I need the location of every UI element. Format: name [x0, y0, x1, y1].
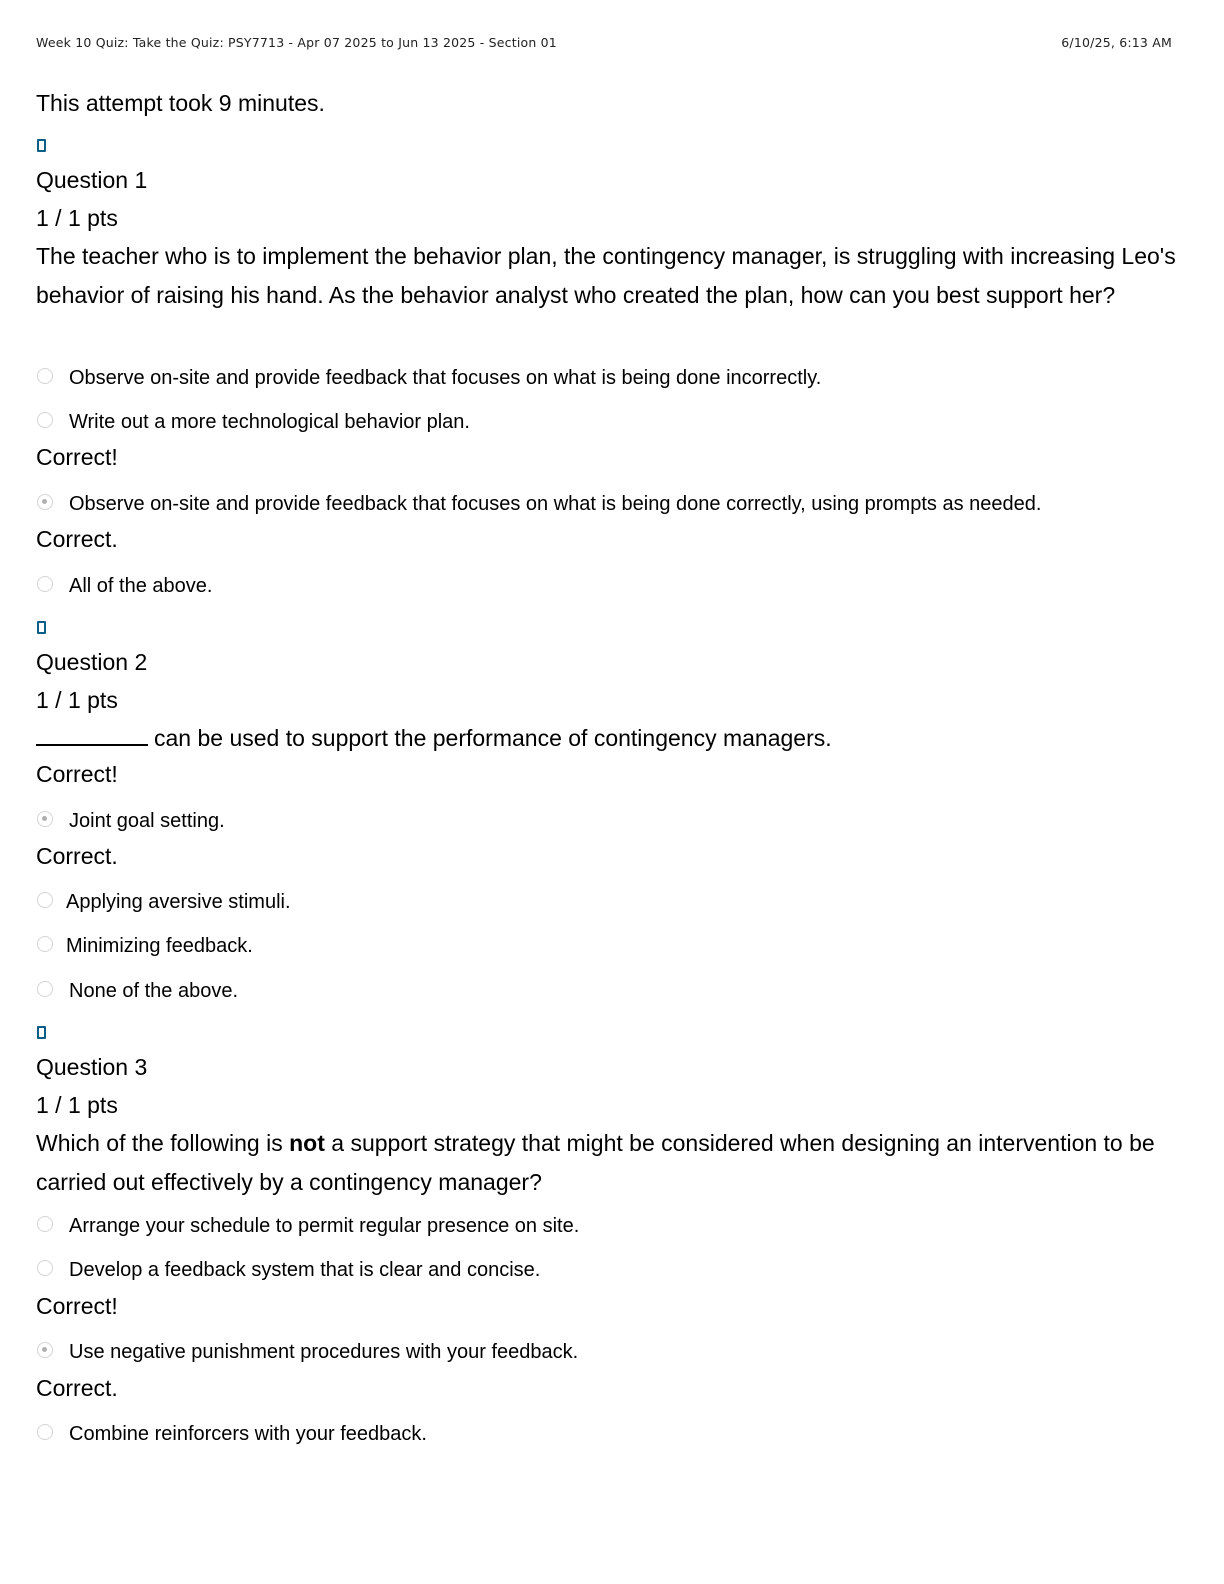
question-2-points: 1 / 1 pts — [36, 687, 118, 713]
fill-in-blank — [36, 728, 148, 746]
page-header-datetime: 6/10/25, 6:13 AM — [1061, 35, 1172, 50]
correct-answer-marker: Correct! — [36, 761, 118, 787]
correct-answer-marker: Correct! — [36, 1293, 118, 1319]
question-1-text: The teacher who is to implement the behavior plan, the contingency manager, is struggling with increasing Leo's behavior of raising his hand. As the behavior analyst who created the plan, how can you best support her? — [36, 243, 1176, 308]
flag-question-icon[interactable] — [37, 621, 46, 634]
question-3-text: Which of the following is not a support strategy that might be considered when designing an intervention to be carried out effectively by a contingency manager? — [36, 1130, 1155, 1195]
answer-radio[interactable] — [37, 1216, 53, 1232]
answer-label: Arrange your schedule to permit regular presence on site. — [69, 1215, 580, 1237]
answer-radio[interactable] — [37, 368, 53, 384]
answer-radio-selected[interactable] — [37, 1342, 53, 1358]
answer-label: Write out a more technological behavior plan. — [69, 411, 470, 433]
question-2-title: Question 2 — [36, 649, 148, 675]
answer-label: Develop a feedback system that is clear and concise. — [69, 1259, 541, 1281]
question-3-points: 1 / 1 pts — [36, 1092, 118, 1118]
answer-radio[interactable] — [37, 981, 53, 997]
answer-radio-selected[interactable] — [37, 494, 53, 510]
question-2-text: can be used to support the performance of contingency managers. — [36, 719, 832, 757]
answer-radio[interactable] — [37, 576, 53, 592]
question-3-title: Question 3 — [36, 1054, 148, 1080]
answer-label: Applying aversive stimuli. — [66, 891, 291, 913]
answer-label: Observe on-site and provide feedback that focuses on what is being done correctly, using prompts as needed. — [69, 493, 1042, 515]
answer-radio[interactable] — [37, 1260, 53, 1276]
flag-question-icon[interactable] — [37, 139, 46, 152]
answer-radio[interactable] — [37, 892, 53, 908]
attempt-duration-text: This attempt took 9 minutes. — [36, 90, 325, 116]
answer-radio-selected[interactable] — [37, 811, 53, 827]
flag-question-icon[interactable] — [37, 1026, 46, 1039]
answer-label: Use negative punishment procedures with your feedback. — [69, 1341, 579, 1363]
answer-feedback: Correct. — [36, 526, 118, 552]
answer-radio[interactable] — [37, 1424, 53, 1440]
answer-radio[interactable] — [37, 412, 53, 428]
answer-label: Observe on-site and provide feedback that focuses on what is being done incorrectly. — [69, 367, 822, 389]
answer-label: Joint goal setting. — [69, 810, 225, 832]
correct-answer-marker: Correct! — [36, 444, 118, 470]
answer-label: Minimizing feedback. — [66, 935, 253, 957]
answer-label: All of the above. — [69, 575, 213, 597]
answer-radio[interactable] — [37, 936, 53, 952]
answer-feedback: Correct. — [36, 843, 118, 869]
answer-label: Combine reinforcers with your feedback. — [69, 1423, 427, 1445]
answer-label: None of the above. — [69, 980, 239, 1002]
answer-feedback: Correct. — [36, 1375, 118, 1401]
question-1-points: 1 / 1 pts — [36, 205, 118, 231]
question-1-title: Question 1 — [36, 167, 148, 193]
page-header-title: Week 10 Quiz: Take the Quiz: PSY7713 - Apr 07 2025 to Jun 13 2025 - Section 01 — [36, 35, 557, 50]
